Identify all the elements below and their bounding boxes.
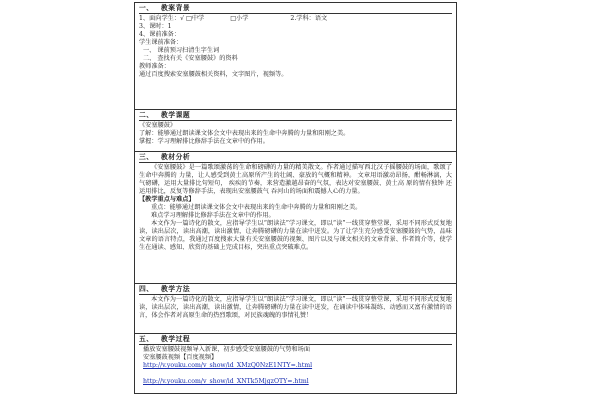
section-number: 三、 <box>139 153 154 161</box>
section-title-text: 教材分析 <box>161 153 191 161</box>
section-title <box>139 285 452 295</box>
teacher-prep-text: 通过百度搜索安塞腰鼓相关资料，文字图片，视频等。 <box>139 71 288 78</box>
video-link[interactable]: http://v.youku.com/v_show/id_XMzQ0NzE1NTY=.html <box>143 362 313 369</box>
video-link[interactable]: http://v.youku.com/v_show/id_XNTk5MjgzOTY=.html <box>143 378 309 385</box>
section-title-text: 教学课题 <box>161 111 191 119</box>
section-topic <box>134 110 457 152</box>
section-title-text: 教学方法 <box>161 285 191 293</box>
objective-master: 掌握：学习理解排比修辞手法在文章中的作用。 <box>139 138 269 145</box>
subject-field: 2.学科：语文 <box>290 15 328 22</box>
teacher-prep-heading: 教师准备： <box>139 63 170 70</box>
lesson-title: 《安塞腰鼓》 <box>139 122 177 129</box>
section-number: 一、 <box>139 4 154 12</box>
preparation-heading: 4、课前准备： <box>139 31 181 38</box>
difficult-point: 难点学习理解排比修辞手法在文章中的作用。 <box>151 212 275 219</box>
checkmark-icon[interactable]: √ <box>180 15 185 22</box>
section-number: 四、 <box>139 285 154 293</box>
primary-school-option[interactable]: □小学 <box>230 15 249 22</box>
section-background <box>134 2 457 110</box>
method-paragraph: 本文作为一篇诗化的散文，应指导学生以“朗读法”学习课文，即以“读”一线贯穿整堂课，采用不同形式反复地读，读出层次，读出高潮，读出激情，让奔腾磅礴的力量在读中迸发，在诵读中体味凝练、动感而又富有激情的语言，体会作者对高原生命的热烈歌颂，对民族魂魄的事情礼赞！ <box>139 296 452 319</box>
section-title <box>139 111 452 121</box>
section-process <box>134 334 457 394</box>
middle-school-option[interactable]: □中学 <box>185 15 205 22</box>
lesson-plan-page <box>134 2 457 396</box>
section-number: 五、 <box>139 335 154 343</box>
process-step: 播放安塞腰鼓视频导入新课，初步感受安塞腰鼓的气势和场面 <box>143 346 311 353</box>
student-prep-heading: 学生课前准备： <box>139 39 183 46</box>
section-method <box>134 284 457 334</box>
audience-line <box>139 15 452 23</box>
section-material-analysis <box>134 152 457 284</box>
key-points-heading: 【教学重点与难点】 <box>139 196 195 203</box>
section-number: 二、 <box>139 111 154 119</box>
audience-label: 1、面向学生： <box>139 15 181 22</box>
section-title-text: 教案背景 <box>161 4 191 12</box>
key-point: 重点：能够通过朗读课文体会文中表现出来的生命中奔腾的力量和阳刚之美。 <box>151 204 362 211</box>
student-prep-item: 一、 课前预习扫清生字生词 <box>143 47 220 54</box>
objective-understand: 了解：能够通过朗读课文体会文中表现出来的生命中奔腾的力量和阳刚之美。 <box>139 130 350 137</box>
section-title-text: 教学过程 <box>161 335 191 343</box>
section-title <box>139 4 452 14</box>
approach-paragraph: 本文作为一篇诗化的散文，应指导学生以“朗读法”学习课文，即以“读”一线贯穿整堂课，采用不同形式反复地读，读出层次，读出高潮，读出激情，让奔腾磅礴的力量在读中迸发。为了让学生充分感受安塞腰鼓的气势，品味文章的语言特点，我通过百度搜索大量有关安塞腰鼓的视频、图片以及与课文相关的文章背景、作者简介等，使学生在通读、感知、欣赏的基础上完成目标，突出重点突破难点。 <box>139 220 452 251</box>
student-prep-item: 二、 查找有关《安塞腰鼓》的资料 <box>143 55 238 62</box>
analysis-paragraph: 《安塞腰鼓》是一篇歌颂激荡的生命和磅礴的力量的精美散文。作者通过描写西北汉子摇腰鼓的场面，歌颂了生命中奔腾的 力量，让人感受到黄土高原所产生的壮阔、豪放的气概和精神。 文章用语激动昂扬，酣畅淋漓，大气磅礴，运用大量排比句短句， 疾疾的节奏，来营造激越昂奋的气氛，表达对安塞腰鼓、黄土高 原的情有独钟 还运用排比，反复等修辞手法，表现出安塞腰鼓气 吞河山的场面和震撼人心的力量。 <box>139 164 452 195</box>
lesson-hours: 3、课时：1 <box>139 23 172 30</box>
section-title <box>139 153 452 163</box>
section-title <box>139 335 452 345</box>
video-resource-label: 安塞腰鼓视频【百度视频】 <box>143 354 218 361</box>
